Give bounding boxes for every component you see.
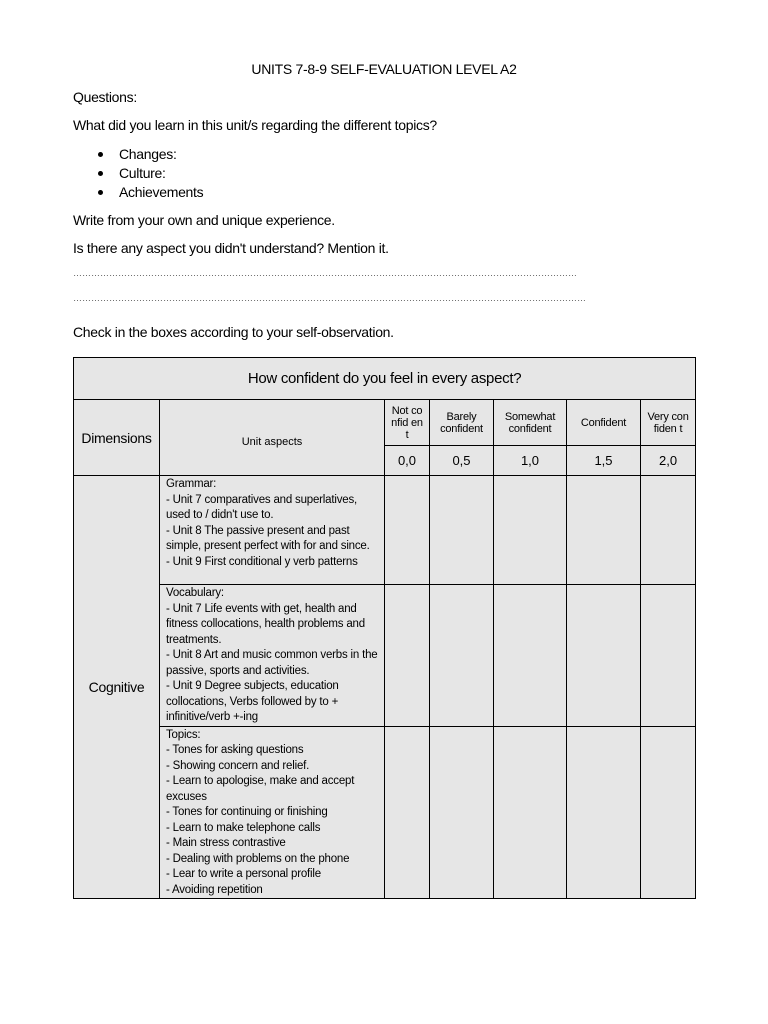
dimension-cognitive: Cognitive	[74, 476, 160, 899]
topic-item: Changes:	[96, 146, 203, 165]
checkbox-cell[interactable]	[385, 476, 430, 585]
instruction-experience: Write from your own and unique experience.	[73, 212, 335, 228]
topic-list	[96, 146, 203, 203]
answer-line-2[interactable]: ………………………………………………………………………………………………………………………………………………………	[73, 293, 586, 303]
checkbox-cell[interactable]	[494, 585, 567, 727]
score-1-5: 1,5	[567, 446, 641, 476]
dimensions-header: Dimensions	[74, 400, 160, 476]
aspect-vocabulary: Vocabulary: - Unit 7 Life events with get, health and fitness collocations, health problems and treatments. - Unit 8 Art and music common verbs in the passive, sports and activities. - Unit 9 Degree subjects, education collocations, Verbs followed by to + infinitive/verb +-ing	[160, 585, 385, 727]
table-row-vocabulary	[74, 585, 696, 727]
topic-item: Achievements	[96, 184, 203, 203]
aspect-topics: Topics: - Tones for asking questions - Showing concern and relief. - Learn to apologise, make and accept excuses - Tones for continuing or finishing - Learn to make telephone calls - Main stress contrastive - Dealing with problems on the phone - Lear to write a personal profile - Avoiding repetition	[160, 726, 385, 899]
checkbox-cell[interactable]	[430, 726, 494, 899]
level-somewhat-confident: Somewhat confident	[494, 400, 567, 446]
level-confident: Confident	[567, 400, 641, 446]
score-1-0: 1,0	[494, 446, 567, 476]
aspect-grammar: Grammar: - Unit 7 comparatives and superlatives, used to / didn't use to. - Unit 8 The passive present and past simple, present perfect with for and since. - Unit 9 First conditional y verb patterns	[160, 476, 385, 585]
level-very-confident: Very confiden t	[641, 400, 696, 446]
unit-aspects-header: Unit aspects	[160, 400, 385, 476]
confidence-table	[73, 357, 696, 899]
table-row-grammar	[74, 476, 696, 585]
topic-item: Culture:	[96, 165, 203, 184]
answer-line-1[interactable]: ……………………………………………………………………………………………………………………………………………………	[73, 268, 577, 278]
checkbox-cell[interactable]	[567, 585, 641, 727]
page-title: UNITS 7-8-9 SELF-EVALUATION LEVEL A2	[251, 61, 517, 77]
table-row-topics	[74, 726, 696, 899]
table-heading: How confident do you feel in every aspect?	[74, 358, 696, 400]
instruction-check-boxes: Check in the boxes according to your self-observation.	[73, 324, 394, 340]
score-2-0: 2,0	[641, 446, 696, 476]
checkbox-cell[interactable]	[385, 585, 430, 727]
question-learned: What did you learn in this unit/s regarding the different topics?	[73, 117, 437, 133]
score-0-0: 0,0	[385, 446, 430, 476]
checkbox-cell[interactable]	[641, 726, 696, 899]
checkbox-cell[interactable]	[494, 726, 567, 899]
checkbox-cell[interactable]	[641, 585, 696, 727]
score-0-5: 0,5	[430, 446, 494, 476]
checkbox-cell[interactable]	[567, 726, 641, 899]
level-not-confident: Not confid ent	[385, 400, 430, 446]
bullet-icon	[98, 190, 103, 195]
checkbox-cell[interactable]	[494, 476, 567, 585]
question-understand: Is there any aspect you didn't understand? Mention it.	[73, 240, 389, 256]
checkbox-cell[interactable]	[641, 476, 696, 585]
questions-label: Questions:	[73, 89, 137, 105]
bullet-icon	[98, 171, 103, 176]
bullet-icon	[98, 152, 103, 157]
level-barely-confident: Barely confident	[430, 400, 494, 446]
checkbox-cell[interactable]	[567, 476, 641, 585]
checkbox-cell[interactable]	[430, 585, 494, 727]
checkbox-cell[interactable]	[385, 726, 430, 899]
checkbox-cell[interactable]	[430, 476, 494, 585]
